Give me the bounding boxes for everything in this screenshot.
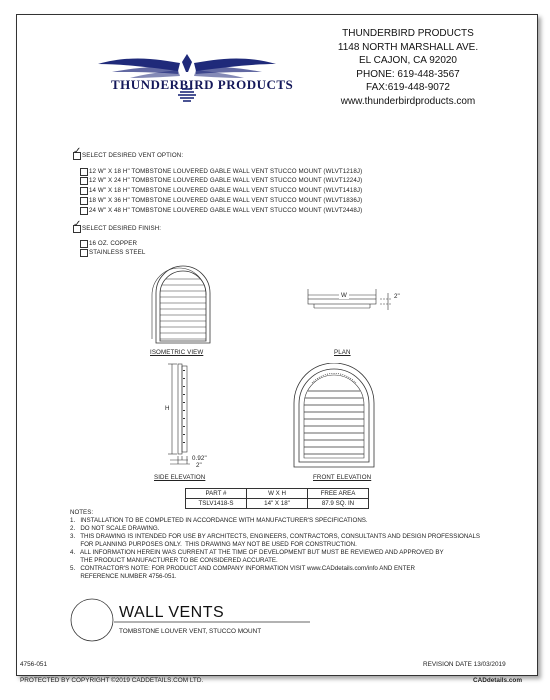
notes-block [70,509,490,581]
vent-option-checkbox-4[interactable] [80,197,88,205]
company-info [318,27,498,108]
side-elevation-label: SIDE ELEVATION [154,474,206,481]
caddetails-brand[interactable]: CADdetails.com [473,677,523,684]
note-line: REFERENCE NUMBER 4756-051. [70,573,177,580]
checkmark-icon: ✓ [73,219,82,230]
company-phone: PHONE: 619-448-3567 [356,68,460,80]
copyright-text: PROTECTED BY COPYRIGHT ©2019 CADDETAILS.COM LTD. [20,677,204,684]
company-fax: FAX:619-448-9072 [366,82,450,93]
dim-092-label: 0.92" [192,455,207,462]
note-line: THE PRODUCT MANUFACTURER TO BE CONSIDERED ACCURATE. [70,557,278,564]
vent-option-checkbox-5[interactable] [80,207,88,215]
table-header: FREE AREA [308,489,369,499]
note-line: 5. CONTRACTOR'S NOTE: FOR PRODUCT AND COMPANY INFORMATION VISIT www.CADdetails.com/info AND ENTER [70,565,415,572]
finish-item: STAINLESS STEEL [89,249,146,256]
side-elevation-drawing [158,360,218,470]
title-subtitle: TOMBSTONE LOUVER VENT, STUCCO MOUNT [119,628,262,635]
finish-checkbox-stainless[interactable] [80,249,88,257]
company-address: 1148 NORTH MARSHALL AVE. [337,41,479,53]
plan-view-drawing [300,287,410,317]
notes-heading: NOTES: [70,509,94,516]
company-city: EL CAJON, CA 92020 [358,55,457,66]
finish-item: 16 OZ. COPPER [89,240,138,247]
vent-option-checkbox-1[interactable] [80,168,88,176]
isometric-view-label: ISOMETRIC VIEW [150,349,204,356]
finish-checkbox-copper[interactable] [80,240,88,248]
table-cell: 14" X 18" [247,499,308,509]
vent-option-item: 12 W" X 18 H" TOMBSTONE LOUVERED GABLE WALL VENT STUCCO MOUNT (WLVT1218J) [89,168,363,175]
title-main: WALL VENTS [119,604,225,621]
dim-2in-plan-label: 2" [394,293,400,300]
front-elevation-drawing [290,363,380,471]
dim-2in-side-label: 2" [196,462,202,469]
vent-option-item: 14 W" X 18 H" TOMBSTONE LOUVERED GABLE WALL VENT STUCCO MOUNT (WLVT1418J) [89,187,363,194]
vent-option-item: 18 W" X 36 H" TOMBSTONE LOUVERED GABLE WALL VENT STUCCO MOUNT (WLVT1836J) [89,197,363,204]
table-header: W X H [247,489,308,499]
table-cell: 87.9 SQ. IN [308,499,369,509]
vent-option-item: 24 W" X 48 H" TOMBSTONE LOUVERED GABLE WALL VENT STUCCO MOUNT (WLVT2448J) [89,207,363,214]
isometric-view-drawing [146,255,216,347]
logo-text: THUNDERBIRD PRODUCTS [111,77,294,92]
front-elevation-label: FRONT ELEVATION [313,474,372,481]
finish-heading: SELECT DESIRED FINISH: [82,225,162,232]
table-header: PART # [186,489,247,499]
note-line: 3. THIS DRAWING IS INTENDED FOR USE BY ARCHITECTS, ENGINEERS, CONTRACTORS, CONSULTANTS AND DESIGN PROFESSIONALS [70,533,481,540]
note-line: FOR PLANNING PURPOSES ONLY. THIS DRAWING MAY NOT BE USED FOR CONSTRUCTION. [70,541,357,548]
table-cell: TSLV1418-S [186,499,247,509]
note-line: 1. INSTALLATION TO BE COMPLETED IN ACCORDANCE WITH MANUFACTURER'S SPECIFICATIONS. [70,517,368,524]
plan-label: PLAN [334,349,351,356]
company-website[interactable]: www.thunderbirdproducts.com [340,95,476,107]
reference-number: 4756-051 [20,661,48,668]
vent-option-checkbox-2[interactable] [80,177,88,185]
company-name: THUNDERBIRD PRODUCTS [342,28,474,39]
note-line: 4. ALL INFORMATION HEREIN WAS CURRENT AT THE TIME OF DEVELOPMENT BUT MUST BE REVIEWED AND APPROVED BY [70,549,444,556]
spec-table [185,488,369,509]
dim-h-label: H [165,405,170,412]
vent-option-checkbox-3[interactable] [80,187,88,195]
vent-option-heading: SELECT DESIRED VENT OPTION: [82,152,184,159]
table-header-row [186,489,369,499]
dim-w-label: W [341,292,347,299]
revision-date: REVISION DATE 13/03/2019 [423,661,506,668]
note-line: 2. DO NOT SCALE DRAWING. [70,525,160,532]
checkmark-icon: ✓ [73,146,82,157]
vent-option-item: 12 W" X 24 H" TOMBSTONE LOUVERED GABLE WALL VENT STUCCO MOUNT (WLVT1224J) [89,177,363,184]
table-row [186,499,369,509]
